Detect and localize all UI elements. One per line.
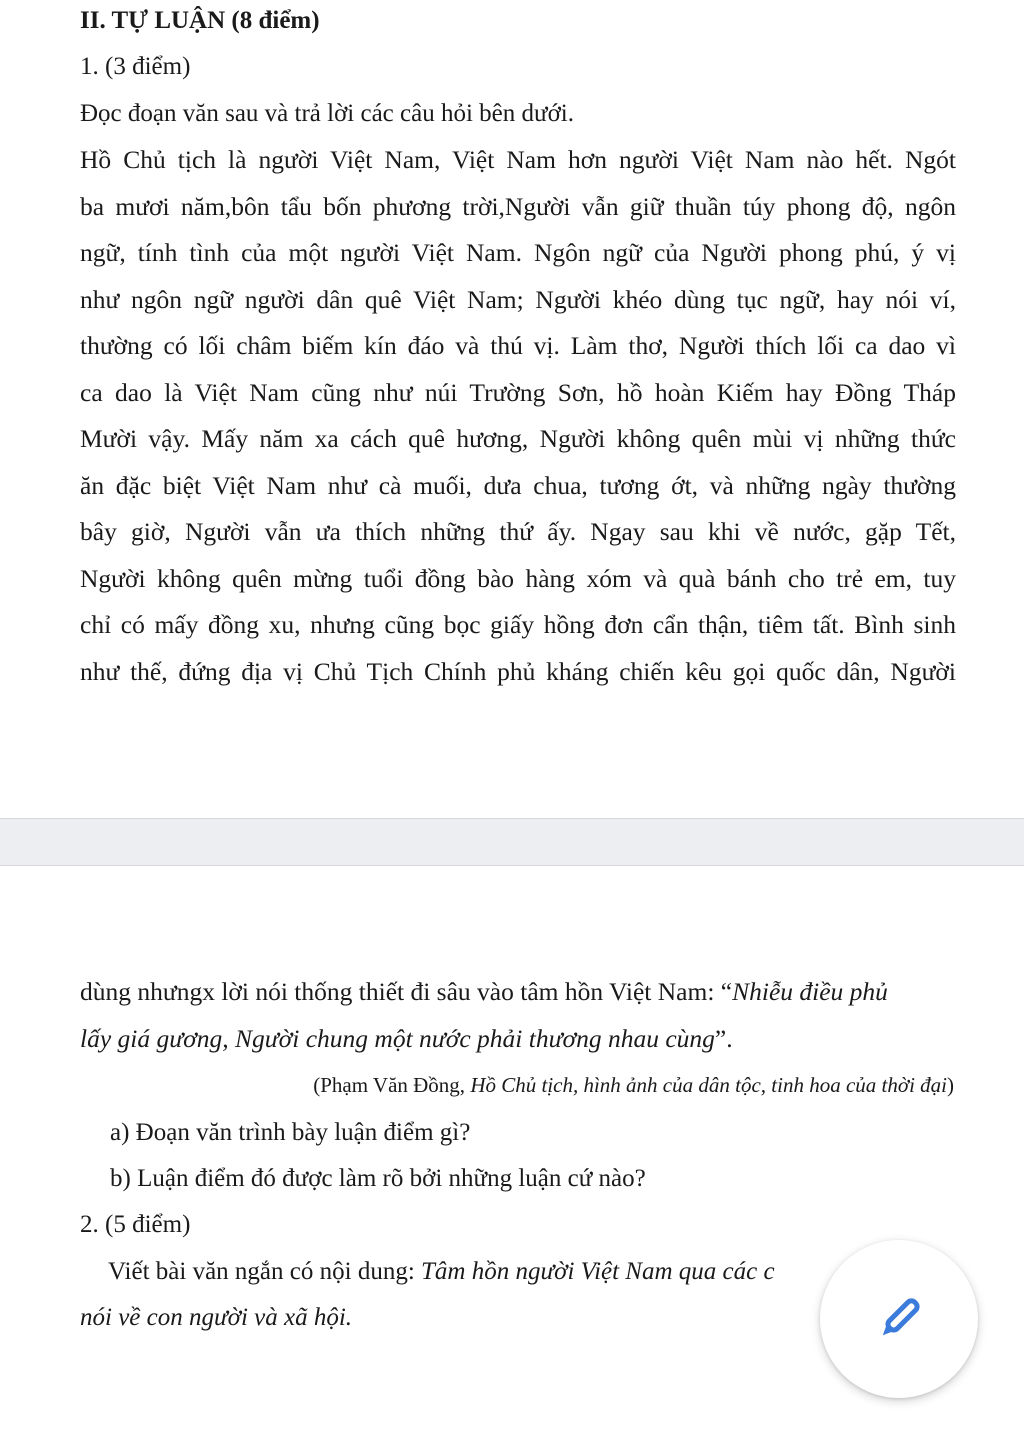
passage-line: thường có lối châm biếm kín đáo và thú vị. Làm thơ, Người thích lối ca dao vì <box>80 331 956 360</box>
passage-continuation-line-1 <box>80 977 888 1007</box>
quote-close-mark: ”. <box>714 1024 733 1053</box>
citation-title: Hồ Chủ tịch, hình ảnh của dân tộc, tinh hoa của thời đại <box>470 1073 947 1097</box>
pencil-icon <box>871 1291 927 1347</box>
passage-line: bây giờ, Người vẫn ưa thích những thứ ấy. Ngay sau khi về nước, gặp Tết, <box>80 517 956 546</box>
proverb-quote-start: Nhiễu điều phủ <box>732 977 888 1006</box>
passage-line: Người không quên mừng tuổi đồng bào hàng xóm và quà bánh cho trẻ em, tuy <box>80 564 956 593</box>
source-citation <box>313 1071 954 1099</box>
passage-line: như thế, đứng địa vị Chủ Tịch Chính phủ kháng chiến kêu gọi quốc dân, Người <box>80 657 956 686</box>
passage-line: ngữ, tính tình của một người Việt Nam. Ngôn ngữ của Người phong phú, ý vị <box>80 238 956 267</box>
sub-question-a: a) Đoạn văn trình bày luận điểm gì? <box>110 1119 471 1146</box>
citation-author: (Phạm Văn Đồng, <box>313 1073 471 1097</box>
passage-continuation-text: dùng nhưngx lời nói thống thiết đi sâu vào tâm hồn Việt Nam: “ <box>80 977 733 1006</box>
question-2-prompt-line-1 <box>108 1257 848 1289</box>
proverb-quote-end: lấy giá gương, Người chung một nước phải thương nhau cùng <box>80 1024 715 1053</box>
question-2-topic: Tâm hồn người Việt Nam qua các c <box>421 1258 775 1285</box>
edit-fab-button[interactable] <box>820 1240 978 1398</box>
passage-line: như ngôn ngữ người dân quê Việt Nam; Người khéo dùng tục ngữ, hay nói ví, <box>80 285 956 314</box>
question-1-label: 1. (3 điểm) <box>80 53 191 80</box>
question-1-instruction: Đọc đoạn văn sau và trả lời các câu hỏi bên dưới. <box>80 100 574 127</box>
citation-close: ) <box>947 1073 954 1097</box>
passage-line: ăn đặc biệt Việt Nam như cà muối, dưa chua, tương ớt, và những ngày thường <box>80 471 956 500</box>
sub-question-b: b) Luận điểm đó được làm rõ bởi những luận cứ nào? <box>110 1165 646 1192</box>
page-separator <box>0 818 1024 866</box>
question-2-label: 2. (5 điểm) <box>80 1211 191 1238</box>
passage-line: chỉ có mấy đồng xu, nhưng cũng bọc giấy hồng đơn cẩn thận, tiêm tất. Bình sinh <box>80 610 956 639</box>
question-2-prompt-line-2: nói về con người và xã hội. <box>80 1304 353 1331</box>
passage-line: ca dao là Việt Nam cũng như núi Trường Sơn, hồ hoàn Kiếm hay Đồng Tháp <box>80 378 956 407</box>
passage-line: ba mươi năm,bôn tẩu bốn phương trời,Người vẫn giữ thuần túy phong độ, ngôn <box>80 192 956 221</box>
question-2-prompt-text: Viết bài văn ngắn có nội dung: <box>108 1258 422 1285</box>
passage-line: Mười vậy. Mấy năm xa cách quê hương, Người không quên mùi vị những thức <box>80 424 956 453</box>
passage-continuation-line-2 <box>80 1024 733 1054</box>
passage-line: Hồ Chủ tịch là người Việt Nam, Việt Nam hơn người Việt Nam nào hết. Ngót <box>80 145 956 174</box>
section-title: II. TỰ LUẬN (8 điểm) <box>80 7 320 34</box>
